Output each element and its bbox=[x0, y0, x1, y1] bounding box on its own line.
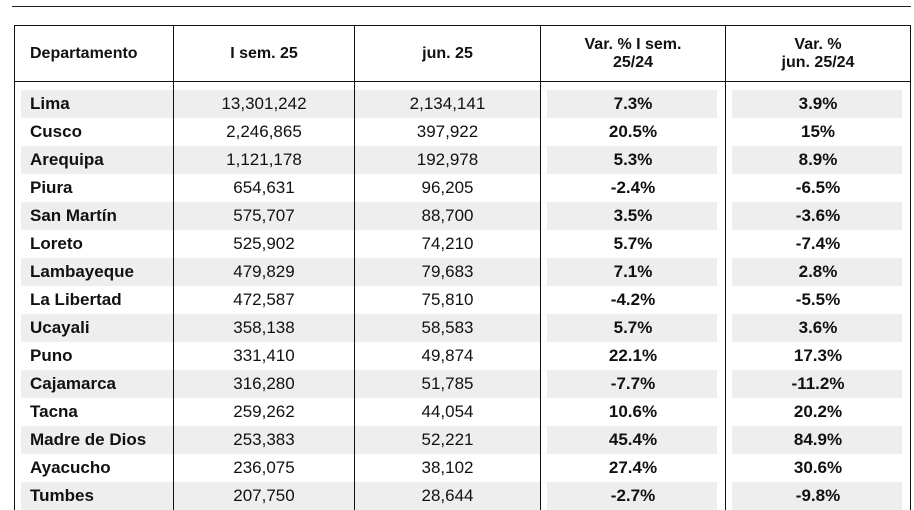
header-departamento: Departamento bbox=[15, 26, 174, 82]
row-jun: 44,054 bbox=[355, 398, 541, 426]
row-var-jun: -3.6% bbox=[726, 202, 911, 230]
row-var-jun: 17.3% bbox=[726, 342, 911, 370]
row-jun: 58,583 bbox=[355, 314, 541, 342]
header-sem: I sem. 25 bbox=[174, 26, 355, 82]
row-sem: 236,075 bbox=[174, 454, 355, 482]
row-sem: 316,280 bbox=[174, 370, 355, 398]
row-var-sem: 10.6% bbox=[541, 398, 726, 426]
row-var-sem: -7.7% bbox=[541, 370, 726, 398]
row-var-sem: -2.4% bbox=[541, 174, 726, 202]
table-row bbox=[15, 146, 911, 174]
table-row bbox=[15, 286, 911, 314]
table-row bbox=[15, 90, 911, 118]
row-departamento: San Martín bbox=[15, 202, 174, 230]
row-var-sem: 5.7% bbox=[541, 230, 726, 258]
spacer-row bbox=[15, 82, 911, 91]
row-departamento: Arequipa bbox=[15, 146, 174, 174]
row-departamento: La Libertad bbox=[15, 286, 174, 314]
row-var-jun: 3.6% bbox=[726, 314, 911, 342]
row-departamento: Tumbes bbox=[15, 482, 174, 510]
row-sem: 525,902 bbox=[174, 230, 355, 258]
row-sem: 575,707 bbox=[174, 202, 355, 230]
table-row bbox=[15, 398, 911, 426]
table-row bbox=[15, 370, 911, 398]
row-var-sem: 5.7% bbox=[541, 314, 726, 342]
row-departamento: Cusco bbox=[15, 118, 174, 146]
row-departamento: Ucayali bbox=[15, 314, 174, 342]
row-sem: 13,301,242 bbox=[174, 90, 355, 118]
row-departamento: Ayacucho bbox=[15, 454, 174, 482]
table-row bbox=[15, 118, 911, 146]
row-var-jun: 20.2% bbox=[726, 398, 911, 426]
row-jun: 51,785 bbox=[355, 370, 541, 398]
row-var-sem: 45.4% bbox=[541, 426, 726, 454]
row-jun: 75,810 bbox=[355, 286, 541, 314]
row-sem: 207,750 bbox=[174, 482, 355, 510]
row-departamento: Lambayeque bbox=[15, 258, 174, 286]
row-var-jun: 15% bbox=[726, 118, 911, 146]
row-jun: 52,221 bbox=[355, 426, 541, 454]
row-departamento: Cajamarca bbox=[15, 370, 174, 398]
row-var-jun: 30.6% bbox=[726, 454, 911, 482]
header-var-jun bbox=[726, 26, 911, 82]
row-departamento: Piura bbox=[15, 174, 174, 202]
row-jun: 96,205 bbox=[355, 174, 541, 202]
row-sem: 479,829 bbox=[174, 258, 355, 286]
row-var-sem: -4.2% bbox=[541, 286, 726, 314]
table-row bbox=[15, 258, 911, 286]
row-jun: 49,874 bbox=[355, 342, 541, 370]
table-row bbox=[15, 230, 911, 258]
row-var-jun: -7.4% bbox=[726, 230, 911, 258]
header-jun: jun. 25 bbox=[355, 26, 541, 82]
row-var-sem: 22.1% bbox=[541, 342, 726, 370]
row-var-sem: 7.3% bbox=[541, 90, 726, 118]
row-departamento: Loreto bbox=[15, 230, 174, 258]
row-var-sem: 7.1% bbox=[541, 258, 726, 286]
row-var-jun: -5.5% bbox=[726, 286, 911, 314]
row-sem: 253,383 bbox=[174, 426, 355, 454]
header-var-sem bbox=[541, 26, 726, 82]
row-var-jun: 3.9% bbox=[726, 90, 911, 118]
row-var-jun: 84.9% bbox=[726, 426, 911, 454]
row-jun: 74,210 bbox=[355, 230, 541, 258]
header-row bbox=[15, 26, 911, 82]
row-jun: 38,102 bbox=[355, 454, 541, 482]
row-jun: 79,683 bbox=[355, 258, 541, 286]
table-row bbox=[15, 314, 911, 342]
row-departamento: Tacna bbox=[15, 398, 174, 426]
row-var-jun: -9.8% bbox=[726, 482, 911, 510]
header-var-sem-line2: 25/24 bbox=[612, 53, 654, 71]
row-var-jun: 8.9% bbox=[726, 146, 911, 174]
row-var-sem: -2.7% bbox=[541, 482, 726, 510]
row-sem: 259,262 bbox=[174, 398, 355, 426]
row-jun: 88,700 bbox=[355, 202, 541, 230]
row-var-jun: -6.5% bbox=[726, 174, 911, 202]
row-jun: 2,134,141 bbox=[355, 90, 541, 118]
row-sem: 331,410 bbox=[174, 342, 355, 370]
row-var-sem: 5.3% bbox=[541, 146, 726, 174]
header-var-sem-line1: Var. % I sem. bbox=[584, 35, 682, 53]
row-sem: 2,246,865 bbox=[174, 118, 355, 146]
tourism-table bbox=[14, 25, 911, 510]
row-var-sem: 3.5% bbox=[541, 202, 726, 230]
row-jun: 397,922 bbox=[355, 118, 541, 146]
row-jun: 192,978 bbox=[355, 146, 541, 174]
header-var-jun-line2: jun. 25/24 bbox=[781, 53, 855, 71]
row-jun: 28,644 bbox=[355, 482, 541, 510]
row-sem: 472,587 bbox=[174, 286, 355, 314]
row-var-jun: 2.8% bbox=[726, 258, 911, 286]
row-departamento: Puno bbox=[15, 342, 174, 370]
row-var-jun: -11.2% bbox=[726, 370, 911, 398]
table-row bbox=[15, 426, 911, 454]
row-var-sem: 27.4% bbox=[541, 454, 726, 482]
row-departamento: Lima bbox=[15, 90, 174, 118]
table-row bbox=[15, 174, 911, 202]
table-row bbox=[15, 202, 911, 230]
table-row bbox=[15, 454, 911, 482]
table-row bbox=[15, 342, 911, 370]
table-row bbox=[15, 482, 911, 510]
row-sem: 1,121,178 bbox=[174, 146, 355, 174]
row-sem: 358,138 bbox=[174, 314, 355, 342]
row-departamento: Madre de Dios bbox=[15, 426, 174, 454]
top-rule bbox=[12, 6, 911, 7]
row-sem: 654,631 bbox=[174, 174, 355, 202]
row-var-sem: 20.5% bbox=[541, 118, 726, 146]
header-var-jun-line1: Var. % bbox=[794, 35, 842, 53]
